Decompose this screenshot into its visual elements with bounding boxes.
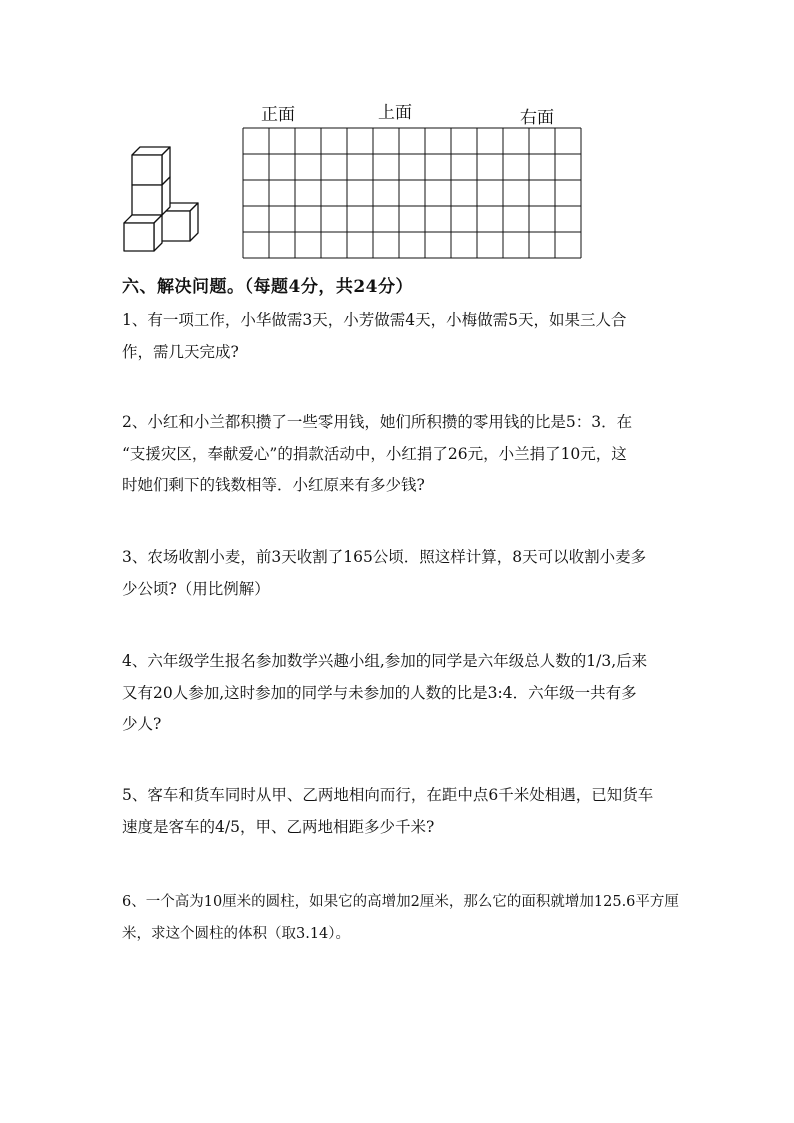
question-6 [122,887,682,950]
question-line: 6、一个高为10厘米的圆柱，如果它的高增加2厘米，那么它的面积就增加125.6平方厘 [122,894,679,910]
question-line: 4、六年级学生报名参加数学兴趣小组,参加的同学是六年级总人数的1/3,后来 [122,652,648,670]
question-1 [122,305,682,368]
question-line: 时她们剩下的钱数相等．小红原来有多少钱? [122,476,425,494]
section-title: 六、解决问题。（每题4分，共24分） [122,277,413,297]
drawing-grid [242,127,582,263]
question-line: 少公顷?（用比例解） [122,579,270,598]
front-view-label: 正面 [261,105,295,125]
question-line: “支援灾区，奉献爱心”的捐款活动中，小红捐了26元，小兰捐了10元，这 [122,444,627,463]
question-line: 速度是客车的4/5，甲、乙两地相距多少千米? [122,817,435,836]
question-line: 2、小红和小兰都积攒了一些零用钱，她们所积攒的零用钱的比是5：3．在 [122,413,633,431]
top-view-label: 上面 [378,103,412,123]
right-view-label: 右面 [520,108,554,128]
question-5 [122,780,682,843]
question-3 [122,542,682,605]
question-line: 少人? [122,715,162,733]
question-line: 1、有一项工作，小华做需3天，小芳做需4天，小梅做需5天，如果三人合 [122,311,627,329]
question-line: 作，需几天完成? [122,342,239,361]
cube-figure [120,143,202,259]
question-line: 3、农场收割小麦，前3天收割了165公顷．照这样计算，8天可以收割小麦多 [122,548,647,566]
question-2 [122,407,682,502]
question-line: 米，求这个圆柱的体积（取3.14）。 [122,925,351,942]
question-4 [122,646,682,741]
question-line: 又有20人参加,这时参加的同学与未参加的人数的比是3:4．六年级一共有多 [122,683,637,702]
question-line: 5、客车和货车同时从甲、乙两地相向而行，在距中点6千米处相遇，已知货车 [122,786,654,804]
